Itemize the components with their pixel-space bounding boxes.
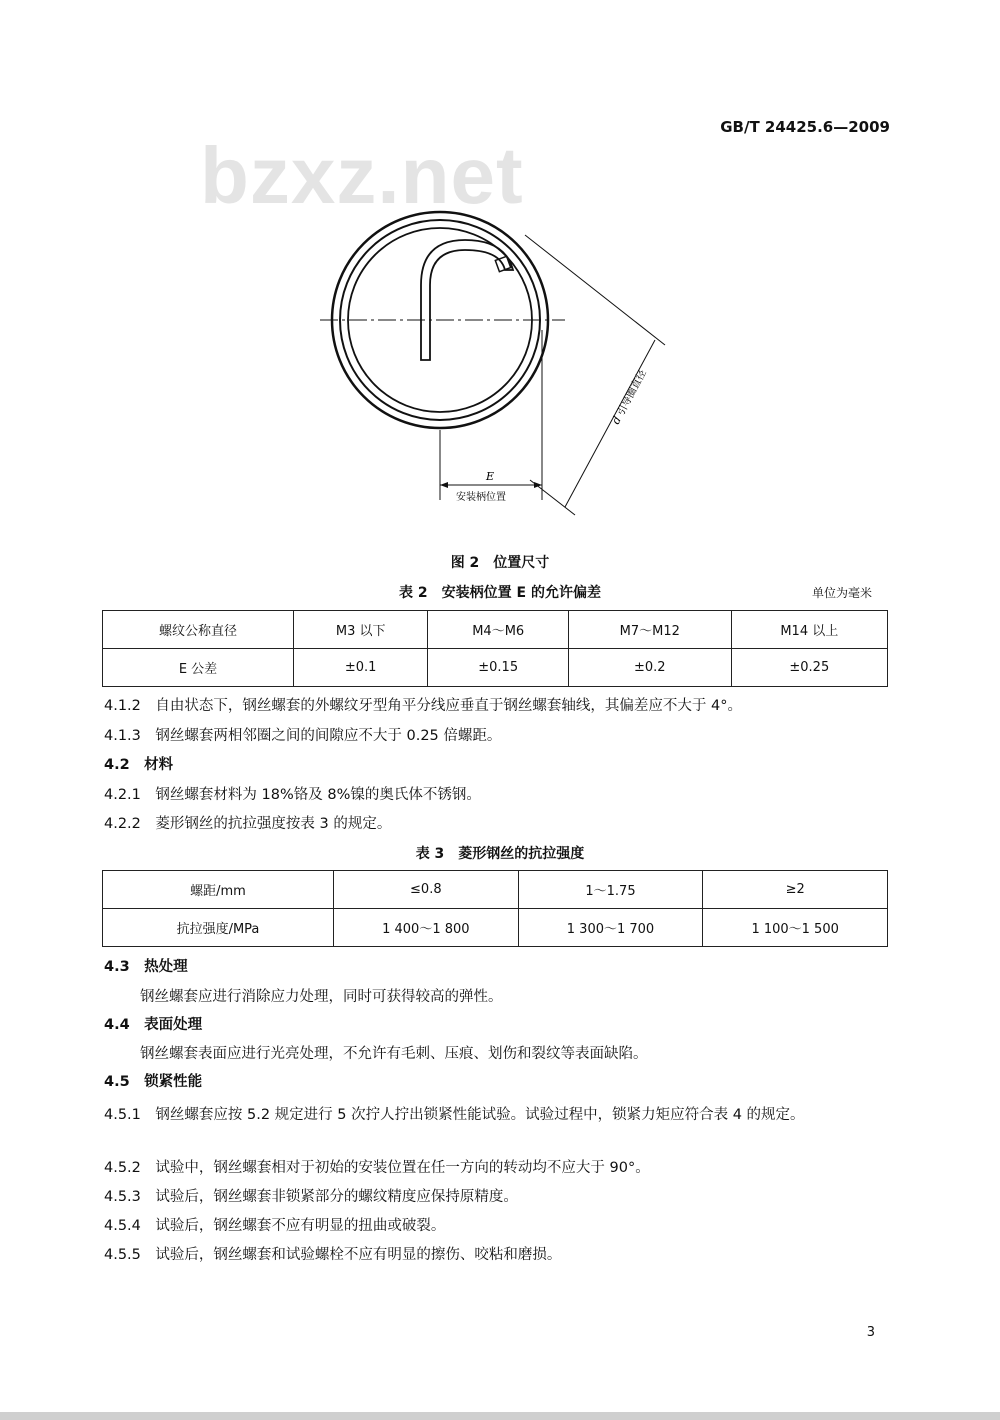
table-cell: ±0.2 <box>569 649 732 687</box>
table-cell: M7～M12 <box>569 611 732 649</box>
para-4-5-5: 4.5.5 试验后，钢丝螺套和试验螺栓不应有明显的擦伤、咬粘和磨损。 <box>104 1247 562 1263</box>
table-row <box>103 611 888 649</box>
table-cell: E 公差 <box>103 649 294 687</box>
table-row <box>103 871 888 909</box>
E-label: E <box>486 470 495 483</box>
figure-position-dimension <box>300 200 700 520</box>
para-4-3: 钢丝螺套应进行消除应力处理，同时可获得较高的弹性。 <box>140 989 503 1005</box>
bottom-border <box>0 1412 1000 1420</box>
heading-4-2: 4.2 材料 <box>104 757 174 773</box>
diameter-dimension <box>565 340 655 507</box>
table-cell: ±0.25 <box>731 649 887 687</box>
table2-caption: 表 2 安装柄位置 E 的允许偏差 <box>399 585 601 601</box>
para-4-5-2: 4.5.2 试验中，钢丝螺套相对于初始的安装位置在任一方向的转动均不应大于 90°。 <box>104 1160 650 1176</box>
heading-4-3: 4.3 热处理 <box>104 959 188 975</box>
heading-4-4: 4.4 表面处理 <box>104 1017 203 1033</box>
para-4-2-2: 4.2.2 菱形钢丝的抗拉强度按表 3 的规定。 <box>104 816 392 832</box>
watermark: bzxz.net <box>200 131 524 220</box>
page-number: 3 <box>866 1325 875 1340</box>
heading-4-5: 4.5 锁紧性能 <box>104 1074 203 1090</box>
table-cell: ≥2 <box>703 871 888 909</box>
table-cell: 抗拉强度/MPa <box>103 909 334 947</box>
figure-caption: 图 2 位置尺寸 <box>450 555 550 571</box>
table-cell: ≤0.8 <box>334 871 519 909</box>
unit-label: 单位为毫米 <box>811 586 872 600</box>
table-cell: 1 400～1 800 <box>334 909 519 947</box>
table-cell: M3 以下 <box>294 611 428 649</box>
table-row <box>103 649 888 687</box>
table-row <box>103 909 888 947</box>
tang <box>421 240 513 360</box>
diameter-label: 引导圈直径 <box>615 368 649 418</box>
table-cell: 螺纹公称直径 <box>103 611 294 649</box>
table-cell: 螺距/mm <box>103 871 334 909</box>
table-cell: ±0.1 <box>294 649 428 687</box>
para-4-5-1: 4.5.1 钢丝螺套应按 5.2 规定进行 5 次拧人拧出锁紧性能试验。试验过程中，锁紧力矩应符合表 4 的规定。 <box>104 1107 805 1123</box>
table-cell: M4～M6 <box>428 611 569 649</box>
table-cell: M14 以上 <box>731 611 887 649</box>
table-cell: ±0.15 <box>428 649 569 687</box>
table3 <box>102 870 888 947</box>
para-4-5-4: 4.5.4 试验后，钢丝螺套不应有明显的扭曲或破裂。 <box>104 1218 446 1234</box>
para-4-1-2: 4.1.2 自由状态下，钢丝螺套的外螺纹牙型角平分线应垂直于钢丝螺套轴线，其偏差应不大于 4°。 <box>104 698 742 714</box>
para-4-2-1: 4.2.1 钢丝螺套材料为 18%铬及 8%镍的奥氏体不锈钢。 <box>104 787 481 803</box>
table-cell: 1 100～1 500 <box>703 909 888 947</box>
d-label: d <box>609 414 624 427</box>
para-4-4: 钢丝螺套表面应进行光亮处理，不允许有毛刺、压痕、划伤和裂纹等表面缺陷。 <box>140 1046 648 1062</box>
table-cell: 1～1.75 <box>518 871 703 909</box>
table-cell: 1 300～1 700 <box>518 909 703 947</box>
table3-caption: 表 3 菱形钢丝的抗拉强度 <box>415 846 585 862</box>
standard-number: GB/T 24425.6—2009 <box>720 118 890 136</box>
install-tang-label: 安装柄位置 <box>456 492 506 503</box>
para-4-5-3: 4.5.3 试验后，钢丝螺套非锁紧部分的螺纹精度应保持原精度。 <box>104 1189 518 1205</box>
para-4-1-3: 4.1.3 钢丝螺套两相邻圈之间的间隙应不大于 0.25 倍螺距。 <box>104 728 502 744</box>
diag-ext-1 <box>525 235 665 345</box>
table2 <box>102 610 888 687</box>
